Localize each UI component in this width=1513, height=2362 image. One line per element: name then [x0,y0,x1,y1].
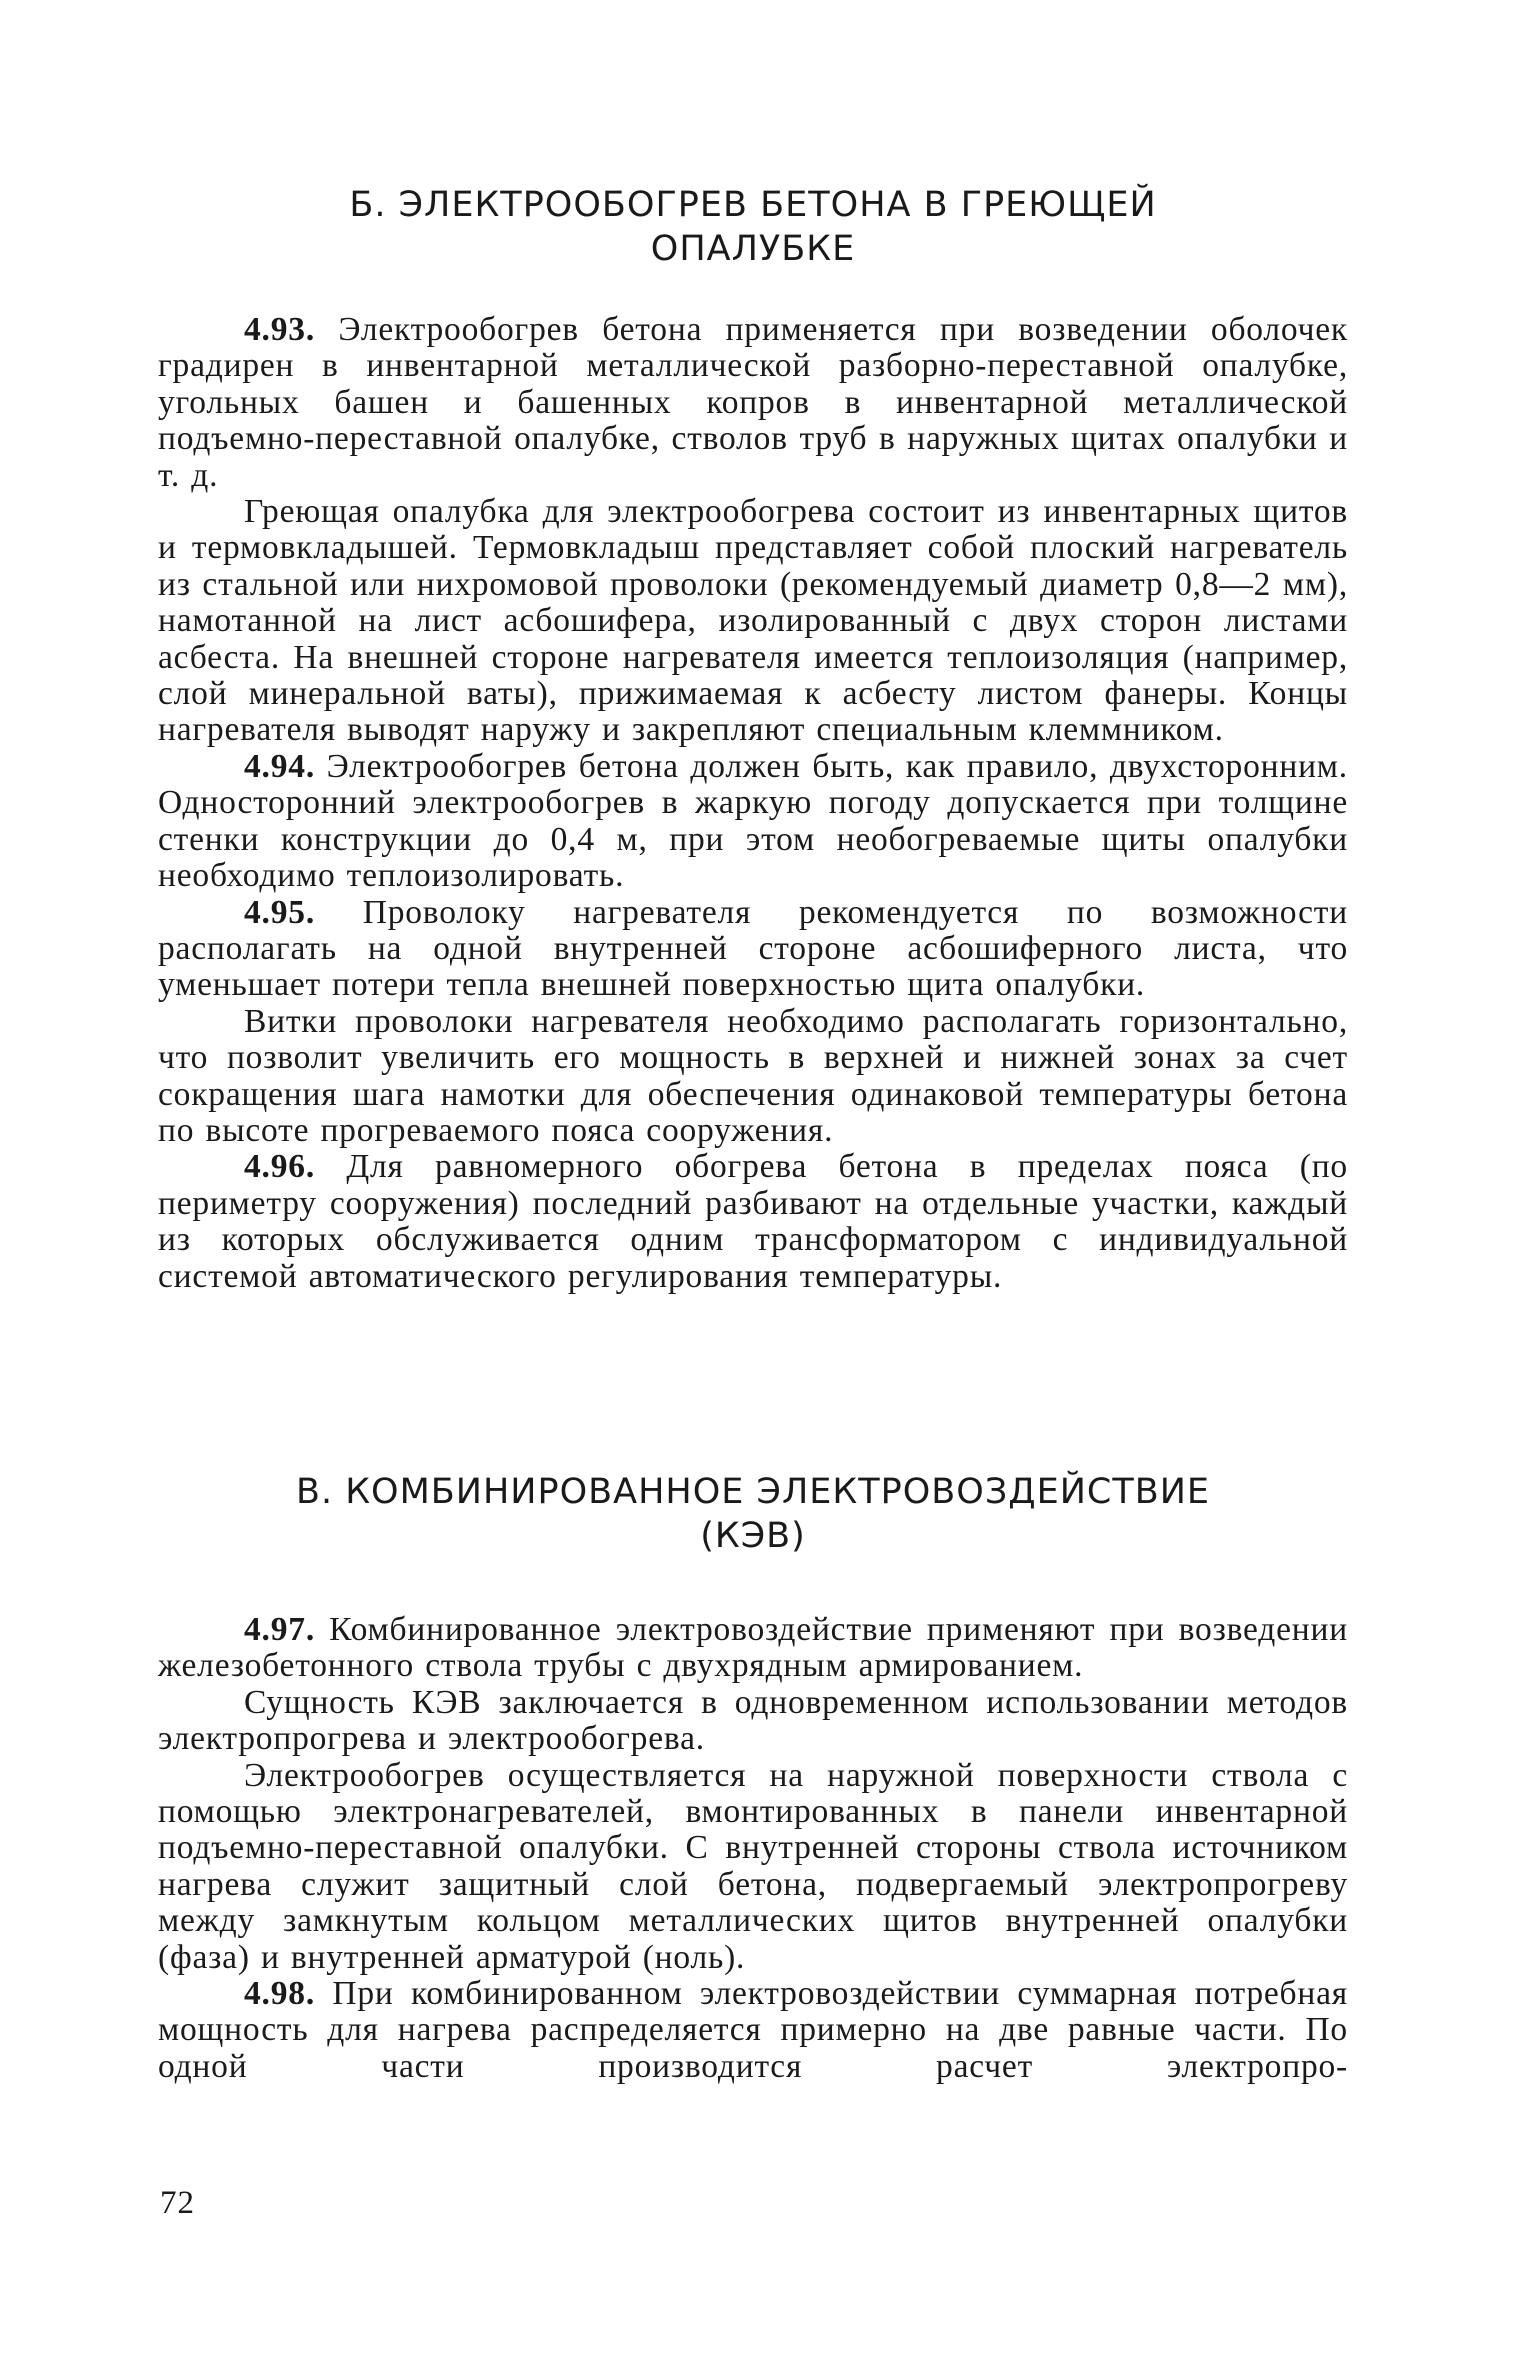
paragraph-text: При комбинированном электровоздействии суммарная потребная мощность для нагрева распределяется примерно на две равные части. По одной части производится расчет электропро- [158,1975,1348,2085]
paragraph-4-96 [158,1149,1348,1295]
paragraph-number: 4.97. [244,1611,315,1648]
paragraph-text: Греющая опалубка для электрообогрева состоит из инвентарных щитов и термовкладышей. Термовкладыш представляет собой плоский нагреватель из стальной или нихромовой проволоки (рекомендуемый диаметр 0,8—2 мм), намотанной на лист асбошифера, изолированный с двух сторон листами асбеста. На внешней стороне нагревателя имеется теплоизоляция (например, слой минеральной ваты), прижимаемая к асбесту листом фанеры. Концы нагревателя выводят наружу и закрепляют специальным клеммником. [158,493,1348,749]
paragraph-number: 4.94. [244,747,315,785]
page-number: 72 [160,2185,195,2221]
section-v-body [158,1612,1348,2085]
paragraph-4-98 [158,1976,1348,2085]
paragraph-4-94 [158,749,1348,895]
paragraph-text: Сущность КЭВ заключается в одновременном использовании методов электропрогрева и электрообогрева. [158,1683,1348,1758]
paragraph-text: Электрообогрев бетона применяется при возведении оболочек градирен в инвентарной металлической разборно-переставной опалубке, угольных башен и башенных копров в инвентарной металлической подъемно-переставной опалубке, стволов труб в наружных щитах опалубки и т. д. [158,311,1348,494]
section-b-heading [158,183,1348,271]
paragraph-4-95 [158,895,1348,1004]
paragraph-electroheating [158,1758,1348,1976]
paragraph-heating-formwork [158,494,1348,749]
paragraph-wire-turns [158,1004,1348,1150]
section-b-title-line2: ОПАЛУБКЕ [650,229,856,269]
paragraph-number: 4.95. [244,893,315,931]
paragraph-text: Для равномерного обогрева бетона в пределах пояса (по периметру сооружения) последний разбивают на отдельные участки, каждый из которых обслуживается одним трансформатором с индивидуальной системой автоматического регулирования температуры. [158,1148,1348,1295]
section-v-heading [158,1470,1348,1558]
section-v-title-line2: (КЭВ) [700,1516,806,1556]
paragraph-text: Комбинированное электровоздействие применяют при возведении железобетонного ствола трубы с двухрядным армированием. [158,1611,1348,1685]
section-b-body [158,312,1348,1295]
paragraph-text: Витки проволоки нагревателя необходимо располагать горизонтально, что позволит увеличить его мощность в верхней и нижней зонах за счет сокращения шага намотки для обеспечения одинаковой температуры бетона по высоте прогреваемого пояса сооружения. [158,1002,1348,1149]
paragraph-4-93 [158,312,1348,494]
paragraph-text: Проволоку нагревателя рекомендуется по возможности располагать на одной внутренней стороне асбошиферного листа, что уменьшает потери тепла внешней поверхностью щита опалубки. [158,893,1348,1004]
paragraph-text: Электрообогрев бетона должен быть, как правило, двухсторонним. Односторонний электрообогрев в жаркую погоду допускается при толщине стенки конструкции до 0,4 м, при этом необогреваемые щиты опалубки необходимо теплоизолировать. [158,747,1348,895]
paragraph-number: 4.98. [244,1975,315,2013]
section-v-title-line1: В. КОМБИНИРОВАННОЕ ЭЛЕКТРОВОЗДЕЙСТВИЕ [295,1472,1211,1512]
paragraph-number: 4.93. [244,311,315,348]
paragraph-text: Электрообогрев осуществляется на наружной поверхности ствола с помощью электронагревателей, вмонтированных в панели инвентарной подъемно-переставной опалубки. С внутренней стороны ствола источником нагрева служит защитный слой бетона, подвергаемый электропрогреву между замкнутым кольцом металлических щитов внутренней опалубки (фаза) и внутренней арматурой (ноль). [158,1756,1348,1976]
paragraph-kev-essence [158,1685,1348,1758]
paragraph-number: 4.96. [244,1148,315,1186]
paragraph-4-97 [158,1612,1348,1685]
section-b-title-line1: Б. ЭЛЕКТРООБОГРЕВ БЕТОНА В ГРЕЮЩЕЙ [349,185,1157,225]
